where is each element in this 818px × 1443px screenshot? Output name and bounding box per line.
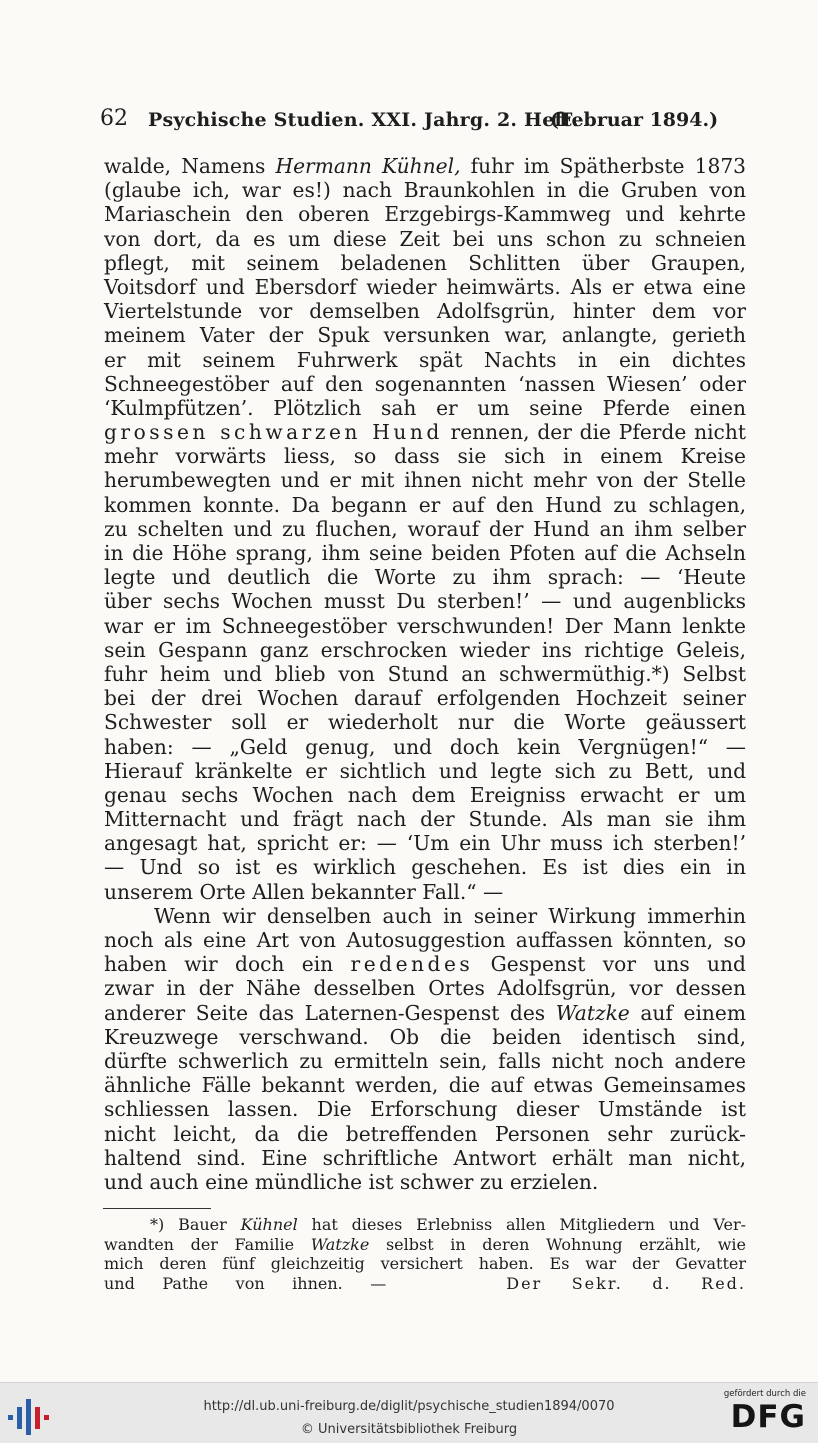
page-header	[100, 106, 720, 136]
text-line: grossen schwarzen Hund rennen, der die Pferde nicht	[104, 420, 746, 445]
main-text	[104, 154, 746, 1194]
spaced-emphasis: grossen schwarzen Hund	[104, 420, 443, 445]
viewer-footer	[0, 1382, 818, 1443]
text-line: legte und deutlich die Worte zu ihm sprach: — ‘Heute	[104, 565, 746, 590]
person-name: Watzke	[555, 1000, 630, 1025]
text-line: bei der drei Wochen darauf erfolgenden Hochzeit seiner	[104, 686, 746, 711]
issue-date: (Februar 1894.)	[550, 109, 719, 131]
text-line: Mariaschein den oberen Erzgebirgs-Kammweg und kehrte	[104, 202, 746, 227]
text-line: haltend sind. Eine schriftliche Antwort erhält man nicht,	[104, 1145, 746, 1170]
text-line: haben wir doch ein redendes Gespenst vor uns und	[104, 952, 746, 977]
text-line: ‘Kulmpfützen’. Plötzlich sah er um seine Pferde einen	[104, 395, 746, 420]
text-line: Hierauf kränkelte er sichtlich und legte sich zu Bett, und	[104, 758, 746, 783]
footnote-line: *) Bauer Kühnel hat dieses Erlebniss allen Mitgliedern und Ver-	[150, 1215, 746, 1234]
text-line: fuhr heim und blieb von Stund an schwermüthig.*) Selbst	[104, 661, 746, 686]
copyright-notice: © Universitätsbibliothek Freiburg	[300, 1422, 518, 1437]
text-line: dürfte schwerlich zu ermitteln sein, falls nicht noch andere	[104, 1048, 746, 1073]
paragraph-start-line: Wenn wir denselben auch in seiner Wirkung immerhin	[154, 903, 746, 928]
dfg-logo: DFG	[730, 1399, 806, 1435]
text-line: angesagt hat, spricht er: — ‘Um ein Uhr muss ich sterben!’	[104, 831, 746, 856]
person-name: Watzke	[310, 1234, 370, 1254]
text-line: Schwester soll er wiederholt nur die Worte geäussert	[104, 710, 746, 735]
text-line: nicht leicht, da die betreffenden Personen sehr zurück-	[104, 1121, 746, 1146]
text-line: über sechs Wochen musst Du sterben!’ — und augenblicks	[104, 589, 746, 614]
text-line: Schneegestöber auf den sogenannten ‘nassen Wiesen’ oder	[104, 371, 746, 396]
text-line: Viertelstunde vor demselben Adolfsgrün, hinter dem vor	[104, 299, 746, 324]
footnote	[104, 1215, 746, 1293]
text-line: noch als eine Art von Autosuggestion auffassen könnten, so	[104, 928, 746, 952]
text-line: und auch eine mündliche ist schwer zu erzielen.	[104, 1169, 599, 1194]
footnote-line: und Pathe von ihnen. — Der Sekr. d. Red.	[104, 1273, 746, 1293]
text-line: Mitternacht und frägt nach der Stunde. Als man sie ihm	[104, 807, 746, 832]
text-line: walde, Namens Hermann Kühnel, fuhr im Spätherbste 1873	[104, 154, 747, 178]
running-title: Psychische Studien. XXI. Jahrg. 2. Heft.	[148, 109, 579, 131]
text-line: herumbewegten und er mit ihnen nicht mehr von der Stelle	[104, 468, 746, 493]
text-line: — Und so ist es wirklich geschehen. Es ist dies ein in	[104, 855, 746, 880]
text-line: Voitsdorf und Ebersdorf wieder heimwärts. Als er etwa eine	[104, 274, 746, 299]
text-line: kommen konnte. Da begann er auf den Hund zu schlagen,	[104, 492, 746, 517]
text-line: anderer Seite das Laternen-Gespenst des Watzke auf einem	[104, 1000, 747, 1025]
permalink-url[interactable]: http://dl.ub.uni-freiburg.de/diglit/psychische_studien1894/0070	[203, 1399, 615, 1414]
text-line: (glaube ich, war es!) nach Braunkohlen in die Gruben von	[104, 178, 746, 203]
text-line: er mit seinem Fuhrwerk spät Nachts in ein dichtes	[104, 347, 746, 372]
text-line: zu schelten und zu fluchen, worauf der Hund an ihm selber	[104, 516, 746, 541]
text-line: schliessen lassen. Die Erforschung dieser Umstände ist	[104, 1097, 746, 1122]
footnote-line: wandten der Familie Watzke selbst in deren Wohnung erzählt, wie	[104, 1234, 746, 1254]
text-line: war er im Schneegestöber verschwunden! Der Mann lenkte	[104, 613, 746, 638]
footnote-line: mich deren fünf gleichzeitig versichert haben. Es war der Gevatter	[104, 1254, 746, 1273]
text-line: unserem Orte Allen bekannter Fall.“ —	[104, 879, 504, 904]
text-line: meinem Vater der Spuk versunken war, anlangte, gerieth	[104, 323, 746, 348]
text-line: Kreuzwege verschwand. Ob die beiden identisch sind,	[104, 1024, 746, 1049]
page-number: 62	[100, 106, 128, 131]
person-name: Kühnel	[240, 1215, 298, 1234]
spaced-emphasis: redendes	[350, 952, 474, 977]
signature: Der Sekr. d. Red.	[506, 1273, 746, 1293]
text-line: genau sechs Wochen nach dem Ereigniss erwacht er um	[104, 782, 746, 807]
person-name: Hermann Kühnel,	[275, 154, 461, 178]
text-line: pflegt, mit seinem beladenen Schlitten über Graupen,	[104, 250, 746, 275]
footnote-divider	[103, 1208, 211, 1209]
text-line: von dort, da es um diese Zeit bei uns schon zu schneien	[104, 226, 746, 251]
text-line: in die Höhe sprang, ihm seine beiden Pfoten auf die Achseln	[104, 541, 746, 565]
text-line: haben: — „Geld genug, und doch kein Vergnügen!“ —	[104, 734, 746, 759]
text-line: mehr vorwärts liess, so dass sie sich in einem Kreise	[104, 444, 746, 469]
text-line: ähnliche Fälle bekannt werden, die auf etwas Gemeinsames	[104, 1073, 746, 1098]
dfg-caption: gefördert durch die	[723, 1389, 806, 1399]
text-line: zwar in der Nähe desselben Ortes Adolfsgrün, vor dessen	[104, 976, 746, 1001]
text-line: sein Gespann ganz erschrocken wieder ins richtige Geleis,	[104, 637, 746, 662]
